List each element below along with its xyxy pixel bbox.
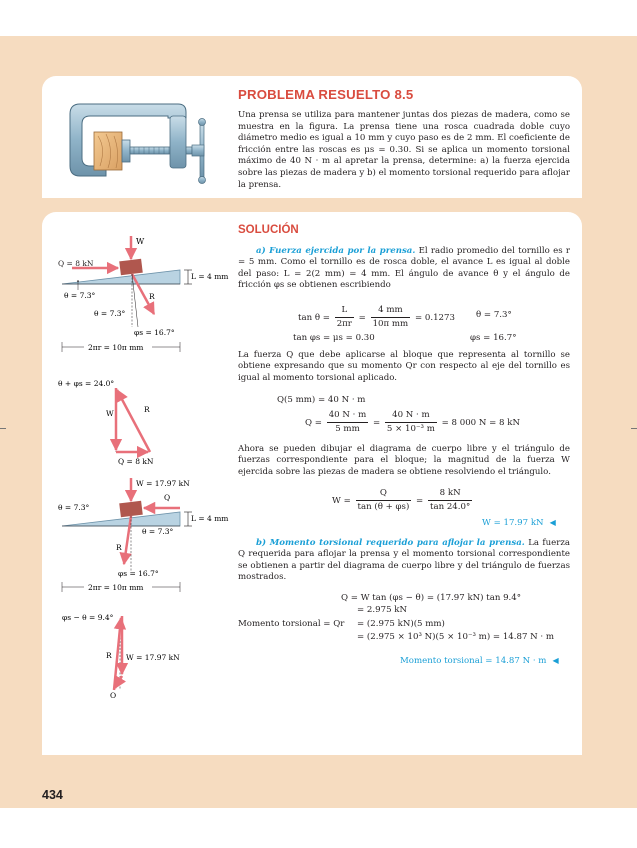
fig1-r-label: R — [149, 292, 155, 301]
figure-force-triangle-loosen — [60, 606, 200, 698]
solution-title: SOLUCIÓN — [238, 224, 299, 236]
part-a-text2: La fuerza Q que debe aplicarse al bloque que representa al tornillo se obtiene expresando que su momento Qr con respecto al eje del tornillo es igual al momento torsional aplicado. — [238, 350, 570, 383]
frac-num: 40 N · m — [327, 410, 369, 423]
eq-tan-phi: tan φs = μs = 0.30 — [293, 333, 375, 343]
fig2-angle-label: θ + φs = 24.0° — [58, 379, 115, 388]
fig2-q-label: Q = 8 kN — [118, 457, 154, 466]
fig1-q-label: Q = 8 kN — [58, 259, 94, 268]
frac-num: 8 kN — [428, 488, 472, 501]
fig3-phi-label: φs = 16.7° — [118, 569, 159, 578]
frac-den: tan 24.0° — [430, 502, 471, 512]
part-a-heading: a) Fuerza ejercida por la prensa. — [256, 246, 416, 256]
eq-q-lhs: Q = — [305, 418, 322, 428]
fig1-w-label: W — [136, 237, 145, 246]
frac-num: Q — [356, 488, 412, 501]
frac-q-tan — [356, 488, 412, 513]
part-b-heading: b) Momento torsional requerido para aflojar la prensa. — [256, 538, 525, 548]
frac-num: 4 mm — [371, 305, 411, 318]
answer-b-text: Momento torsional = 14.87 N · m — [400, 656, 547, 666]
frac-num: L — [335, 305, 354, 318]
part-b-text: La fuerza Q requerida para aflojar la prensa y el momento torsional correspondiente se obtienen a partir del diagrama de cuerpo libre y del triángulo de fuerzas mostrados. — [238, 538, 570, 583]
answer-a — [482, 518, 556, 528]
answer-b — [400, 656, 559, 666]
fig3-theta-label: θ = 7.3° — [58, 503, 90, 512]
fig4-angle-label: φs − θ = 9.4° — [62, 613, 114, 622]
eq-q: Q = $\frac{40 N \cdot m}{5 mm}$ = $\frac{40 N \cdot m}{\text{5 × 10⁻³ m}}$ = 8 000 N = 8 kN — [305, 410, 520, 434]
eq-theta: θ = 7.3° — [476, 310, 512, 320]
eq-phi: φs = 16.7° — [470, 333, 517, 343]
fig1-l-label: L = 4 mm — [191, 272, 229, 281]
fig1-base-label: 2πr = 10π mm — [88, 343, 144, 352]
fig3-theta2-label: θ = 7.3° — [142, 527, 174, 536]
figure-fbd-tighten — [52, 232, 232, 362]
fig1-theta-label: θ = 7.3° — [64, 291, 96, 300]
frac-40nm-5e-3m — [385, 410, 437, 435]
frac-den: tan (θ + φs) — [357, 502, 410, 512]
crop-mark-right — [631, 428, 637, 429]
eq-tan-theta-lhs: tan θ = — [298, 313, 330, 323]
eq-w-lhs: W = — [332, 496, 351, 506]
answer-a-text: W = 17.97 kN — [482, 518, 544, 528]
frac-den: 5 mm — [335, 424, 360, 434]
frac-den: 5 × 10⁻³ m — [386, 424, 435, 434]
eq-tan-theta-result: = 0.1273 — [414, 313, 455, 323]
fig3-q-label: Q — [164, 493, 171, 502]
frac-4mm-10pimm — [371, 305, 411, 330]
part-b-paragraph — [238, 538, 570, 584]
eq-tan-theta: tan θ = $\frac{L}{2\pi r}$ = $\frac{4 mm}{\text{10π mm}}$ = 0.1273 — [298, 305, 455, 329]
fig2-r-label: R — [144, 405, 150, 414]
fig2-w-label: W — [106, 409, 114, 418]
eq-q-result: = 8 000 N = 8 kN — [441, 418, 520, 428]
eq-b4: = (2.975 × 10³ N)(5 × 10⁻³ m) = 14.87 N · m — [357, 632, 555, 642]
fig3-w-label: W = 17.97 kN — [136, 479, 190, 488]
figure-force-triangle-tighten — [56, 372, 186, 472]
eq-b3-label: Momento torsional = Qr — [238, 619, 345, 629]
crop-mark-left — [0, 428, 6, 429]
frac-l-2pir — [335, 305, 354, 330]
eq-b2: = 2.975 kN — [357, 605, 407, 615]
problem-title: PROBLEMA RESUELTO 8.5 — [238, 87, 414, 102]
eq-b3: = (2.975 kN)(5 mm) — [357, 619, 445, 629]
answer-marker-icon: ◀ — [552, 656, 559, 665]
frac-8kn-tan24 — [428, 488, 472, 513]
eq-b1: Q = W tan (φs − θ) = (17.97 kN) tan 9.4° — [341, 593, 522, 603]
page-number: 434 — [42, 788, 63, 802]
c-clamp-illustration — [60, 96, 220, 186]
fig1-theta2-label: θ = 7.3° — [94, 309, 126, 318]
fig3-base-label: 2πr = 10π mm — [88, 583, 144, 592]
frac-den: 10π mm — [372, 319, 409, 329]
fig1-phi-label: φs = 16.7° — [134, 328, 175, 337]
eq-moment: Q(5 mm) = 40 N · m — [277, 395, 366, 405]
fig4-w-label: W = 17.97 kN — [126, 653, 180, 662]
part-a-text3: Ahora se pueden dibujar el diagrama de cuerpo libre y el triángulo de fuerzas correspondiente para el bloque; la magnitud de la fuerza W ejercida sobre las piezas de madera se obtiene resolviendo el triángulo. — [238, 444, 570, 477]
fig4-r-label: R — [106, 651, 112, 660]
part-a-paragraph — [238, 246, 570, 292]
fig4-q-label: Q — [110, 691, 117, 698]
answer-marker-icon: ◀ — [549, 518, 556, 527]
frac-den: 2πr — [336, 319, 352, 329]
figure-fbd-loosen — [52, 476, 232, 598]
frac-40nm-5mm — [327, 410, 369, 435]
eq-w: W = $\frac{Q}{\tan (\theta + \varphi s)}$ = $\frac{8 kN}{\tan 24.0^\circ}$ — [332, 488, 471, 512]
part-a-text: El radio promedio del tornillo es r = 5 mm. Como el tornillo es de rosca doble, el avance L es igual al doble del paso: L = 2(2 mm) = 4 mm. El ángulo de avance θ y el ángulo de fricción φs se obtienen escribiendo — [238, 246, 571, 291]
fig3-l-label: L = 4 mm — [191, 514, 229, 523]
fig3-r-label: R — [116, 543, 122, 552]
problem-statement: Una prensa se utiliza para mantener juntas dos piezas de madera, como se muestra en la figura. La prensa tiene una rosca cuadrada doble cuyo diámetro medio es igual a 10 mm y cuyo paso es de 2 mm. El coeficiente de fricción entre las roscas es μs = 0.30. Si se aplica un momento torsional máximo de 40 N · m al apretar la prensa, determine: a) la fuerza ejercida sobre las piezas de madera y b) el momento torsional requerido para aflojar la prensa. — [238, 110, 570, 190]
frac-num: 40 N · m — [385, 410, 437, 423]
